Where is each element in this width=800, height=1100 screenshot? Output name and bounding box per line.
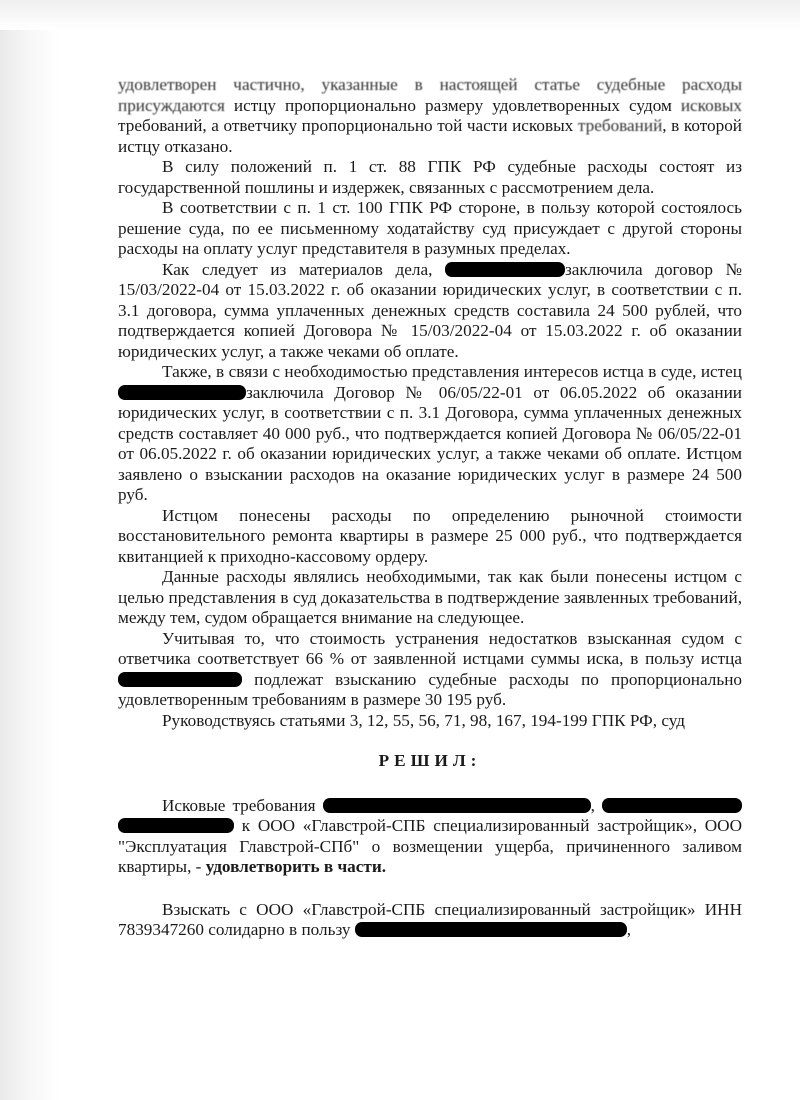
- p5-text-2: заключила Договор № 06/05/22-01 от 06.05.2022 об оказании юридических услуг, в соответствии с п. 3.1 Договора, сумма уплаченных денежных средств составляет 40 000 руб., что подтверждается копией Договора № 06/05/22-01 от 06.05.2022 г. об оказании юридических услуг, а также чеками об оплате. Истцом заявлено о взыскании расходов на оказание юридических услуг в размере 24 500 руб.: [118, 382, 742, 504]
- redaction-bar: [445, 262, 565, 277]
- paragraph-3: В соответствии с п. 1 ст. 100 ГПК РФ стороне, в пользу которой состоялось решение суда, по ее письменному ходатайству суд присуждает с другой стороны расходы на оплату услуг представителя в разумных пределах.: [118, 198, 742, 258]
- p1-word-trebovaniy: требований: [577, 116, 663, 135]
- p10-text-2: к ООО «Главстрой-СПБ специализированный застройщик», ООО "Эксплуатация Главстрой-СПб" о возмещении ущерба, причиненного заливом квартиры, -: [118, 816, 742, 876]
- document-page: [118, 75, 742, 941]
- p1-text: истцу пропорционально размеру удовлетворенных судом: [224, 95, 672, 115]
- p4-text: Как следует из материалов дела,: [162, 259, 446, 279]
- p8-text-2: подлежат взысканию судебные расходы по пропорционально удовлетворенным требованиям в размере 30 195 руб.: [118, 669, 742, 709]
- redaction-bar: [355, 922, 627, 937]
- p1-start: удовлетворен частично, указанные в настоящей статье судебные расходы: [118, 75, 742, 94]
- paragraph-6: Истцом понесены расходы по определению рыночной стоимости восстановительного ремонта квартиры в размере 25 000 руб., что подтверждается квитанцией к приходно-кассовому ордеру.: [118, 505, 742, 566]
- p11-text: Взыскать с ООО «Главстрой-СПБ специализированный застройщик» ИНН 7839347260 солидарно в пользу: [118, 899, 742, 939]
- p8-text: Учитывая то, что стоимость устранения недостатков взысканная судом с ответчика соответствует 66 % от заявленной истцами суммы иска, в пользу истца: [118, 628, 742, 668]
- paragraph-7: Данные расходы являлись необходимыми, так как были понесены истцом с целью представления в суд доказательства в подтверждение заявленных требований, между тем, судом обращается внимание на следующее.: [118, 567, 742, 627]
- p1-text-2: требований, а ответчику пропорционально той части исковых: [118, 116, 574, 135]
- p10-comma: ,: [590, 795, 602, 815]
- redaction-bar: [118, 385, 246, 400]
- p1-word-prisuzhdayutsya: присуждаются: [118, 95, 225, 115]
- decision-title: РЕШИЛ:: [378, 751, 482, 770]
- p10-text: Исковые требования: [162, 795, 323, 815]
- scan-top-shadow: [0, 0, 800, 30]
- redaction-bar: [323, 798, 591, 813]
- paragraph-2: В силу положений п. 1 ст. 88 ГПК РФ судебные расходы состоят из государственной пошлины и издержек, связанных с рассмотрением дела.: [118, 157, 742, 197]
- paragraph-10: [118, 796, 742, 878]
- paragraph-5: [118, 362, 742, 506]
- p10-verdict: удовлетворить в части.: [205, 857, 387, 876]
- p1-word-iskovykh: исковых: [680, 95, 743, 115]
- p11-comma: ,: [626, 920, 632, 939]
- paragraph-9: Руководствуясь статьями 3, 12, 55, 56, 71, 98, 167, 194-199 ГПК РФ, суд: [162, 710, 685, 730]
- p4-text-2: заключила договор № 15/03/2022-04 от 15.03.2022 г. об оказании юридических услуг, в соответствии с п. 3.1 договора, сумма уплаченных денежных средств составила 24 500 рублей, что подтверждается копией Договора № 15/03/2022-04 от 15.03.2022 г. об оказании юридических услуг, а также чеками об оплате.: [118, 259, 742, 361]
- paragraph-4: [118, 260, 742, 363]
- redaction-bar: [602, 798, 742, 813]
- redaction-bar: [118, 672, 242, 687]
- p5-text: Также, в связи с необходимостью представления интересов истца в суде, истец: [162, 362, 742, 381]
- paragraph-gap: [118, 878, 742, 900]
- paragraph-1: [118, 75, 742, 157]
- paragraph-11: [118, 900, 742, 941]
- scan-edge-shadow: [0, 0, 60, 1100]
- redaction-bar: [118, 818, 234, 833]
- paragraph-8: [118, 629, 742, 711]
- p1-text-3: , в которой истцу отказано.: [118, 116, 742, 156]
